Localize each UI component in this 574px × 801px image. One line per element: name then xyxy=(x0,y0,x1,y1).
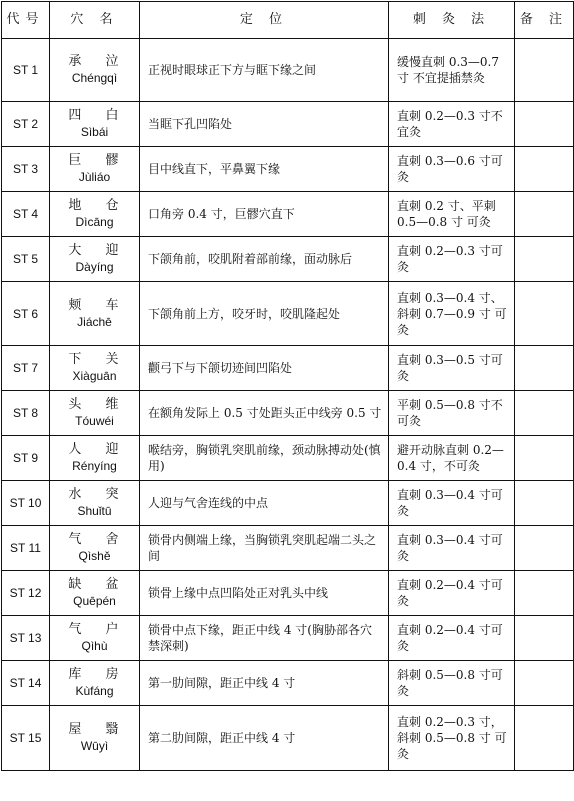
point-code: ST 14 xyxy=(2,661,50,706)
point-name: 缺 盆 xyxy=(68,577,129,592)
point-location: 锁骨中点下缘，距正中线 4 寸(胸胁部各穴禁深刺) xyxy=(140,616,389,661)
point-name: 头 维 xyxy=(68,397,129,412)
table-row xyxy=(2,706,574,771)
point-location: 喉结旁，胸锁乳突肌前缘，颈动脉搏动处(慎用) xyxy=(140,436,389,481)
point-location: 目中线直下，平鼻翼下缘 xyxy=(140,147,389,192)
point-location: 正视时眼球正下方与眶下缘之间 xyxy=(140,39,389,102)
point-method: 直刺 0.3—0.4 寸、斜刺 0.7—0.9 寸 可灸 xyxy=(389,282,515,346)
point-method: 直刺 0.3—0.4 寸可灸 xyxy=(389,481,515,526)
point-pinyin: Tóuwéi xyxy=(75,414,114,428)
point-pinyin: Xiàguān xyxy=(72,369,117,383)
table-header-row xyxy=(2,2,574,39)
point-name-cell xyxy=(50,282,140,346)
point-note xyxy=(515,391,574,436)
point-code: ST 15 xyxy=(2,706,50,771)
point-note xyxy=(515,282,574,346)
point-location: 在额角发际上 0.5 寸处距头正中线旁 0.5 寸 xyxy=(140,391,389,436)
point-name-cell xyxy=(50,526,140,571)
point-name: 四 白 xyxy=(68,108,129,123)
point-pinyin: Chéngqì xyxy=(71,71,118,85)
table-row xyxy=(2,391,574,436)
point-method: 直刺 0.2—0.4 寸可灸 xyxy=(389,616,515,661)
point-note xyxy=(515,571,574,616)
point-location: 第一肋间隙，距正中线 4 寸 xyxy=(140,661,389,706)
point-method: 直刺 0.2—0.4 寸可灸 xyxy=(389,571,515,616)
point-name: 气 舍 xyxy=(68,532,129,547)
table-row xyxy=(2,661,574,706)
point-name-cell xyxy=(50,192,140,237)
point-code: ST 13 xyxy=(2,616,50,661)
point-method: 斜刺 0.5—0.8 寸可灸 xyxy=(389,661,515,706)
point-name: 人 迎 xyxy=(68,442,129,457)
point-name: 承 泣 xyxy=(68,54,129,69)
point-pinyin: Shuǐtū xyxy=(77,504,112,518)
table-row xyxy=(2,616,574,661)
acupoint-table xyxy=(1,1,574,771)
point-name-cell xyxy=(50,571,140,616)
point-location: 口角旁 0.4 寸，巨髎穴直下 xyxy=(140,192,389,237)
point-name-cell xyxy=(50,616,140,661)
point-note xyxy=(515,346,574,391)
point-method: 直刺 0.3—0.6 寸可灸 xyxy=(389,147,515,192)
table-body xyxy=(2,39,574,771)
header-location: 定 位 xyxy=(140,2,389,39)
point-name: 库 房 xyxy=(68,667,129,682)
point-pinyin: Dìcāng xyxy=(75,215,114,229)
point-name: 气 户 xyxy=(68,622,129,637)
table-row xyxy=(2,282,574,346)
point-code: ST 5 xyxy=(2,237,50,282)
point-code: ST 11 xyxy=(2,526,50,571)
point-pinyin: Rényíng xyxy=(72,459,117,473)
point-location: 当眶下孔凹陷处 xyxy=(140,102,389,147)
point-pinyin: Sìbái xyxy=(80,125,109,139)
point-code: ST 1 xyxy=(2,39,50,102)
point-name-cell xyxy=(50,481,140,526)
point-location: 下颌角前上方，咬牙时，咬肌隆起处 xyxy=(140,282,389,346)
point-name: 屋 翳 xyxy=(68,722,129,737)
point-name-cell xyxy=(50,147,140,192)
table-row xyxy=(2,39,574,102)
point-name: 水 突 xyxy=(68,487,129,502)
point-name: 大 迎 xyxy=(68,243,129,258)
point-location: 下颌角前，咬肌附着部前缘，面动脉后 xyxy=(140,237,389,282)
point-code: ST 8 xyxy=(2,391,50,436)
point-location: 颧弓下与下颌切迹间凹陷处 xyxy=(140,346,389,391)
header-method: 刺 灸 法 xyxy=(389,2,515,39)
point-name-cell xyxy=(50,346,140,391)
point-name: 地 仓 xyxy=(68,198,129,213)
point-note xyxy=(515,102,574,147)
point-name-cell xyxy=(50,102,140,147)
point-code: ST 9 xyxy=(2,436,50,481)
point-note xyxy=(515,616,574,661)
point-name-cell xyxy=(50,661,140,706)
point-pinyin: Jùliáo xyxy=(78,170,111,184)
point-note xyxy=(515,192,574,237)
point-name-cell xyxy=(50,706,140,771)
point-pinyin: Jiáchē xyxy=(77,314,112,329)
point-pinyin: Wūyì xyxy=(80,739,109,753)
table-row xyxy=(2,237,574,282)
point-note xyxy=(515,436,574,481)
point-code: ST 12 xyxy=(2,571,50,616)
point-method: 直刺 0.2—0.3 寸不宜灸 xyxy=(389,102,515,147)
point-pinyin: Kùfáng xyxy=(75,684,114,698)
table-row xyxy=(2,102,574,147)
point-pinyin: Dàyíng xyxy=(75,260,114,274)
point-method: 直刺 0.3—0.4 寸可灸 xyxy=(389,526,515,571)
point-method: 直刺 0.3—0.5 寸可灸 xyxy=(389,346,515,391)
table-row xyxy=(2,436,574,481)
point-code: ST 10 xyxy=(2,481,50,526)
table-row xyxy=(2,571,574,616)
point-note xyxy=(515,661,574,706)
header-name: 穴 名 xyxy=(50,2,140,39)
point-name: 下 关 xyxy=(68,352,129,367)
point-name-cell xyxy=(50,436,140,481)
table-row xyxy=(2,526,574,571)
point-note xyxy=(515,147,574,192)
point-method: 直刺 0.2—0.3 寸，斜刺 0.5—0.8 寸 可灸 xyxy=(389,706,515,771)
point-pinyin: Quēpén xyxy=(73,594,116,608)
point-pinyin: Qìhù xyxy=(81,639,108,653)
point-location: 锁骨上缘中点凹陷处正对乳头中线 xyxy=(140,571,389,616)
header-code: 代号 xyxy=(2,2,50,39)
point-method: 直刺 0.2 寸、平刺 0.5—0.8 寸 可灸 xyxy=(389,192,515,237)
point-code: ST 2 xyxy=(2,102,50,147)
point-method: 直刺 0.2—0.3 寸可灸 xyxy=(389,237,515,282)
point-code: ST 3 xyxy=(2,147,50,192)
header-note: 备 注 xyxy=(515,2,574,39)
point-name-cell xyxy=(50,39,140,102)
point-note xyxy=(515,39,574,102)
table-row xyxy=(2,147,574,192)
point-note xyxy=(515,706,574,771)
point-location: 锁骨内侧端上缘，当胸锁乳突肌起端二头之间 xyxy=(140,526,389,571)
point-code: ST 6 xyxy=(2,282,50,346)
point-code: ST 4 xyxy=(2,192,50,237)
point-method: 避开动脉直刺 0.2—0.4 寸，不可灸 xyxy=(389,436,515,481)
point-name-cell xyxy=(50,391,140,436)
point-method: 缓慢直刺 0.3—0.7 寸 不宜提插禁灸 xyxy=(389,39,515,102)
point-name-cell xyxy=(50,237,140,282)
table-row xyxy=(2,481,574,526)
point-pinyin: Qìshě xyxy=(78,549,111,563)
point-method: 平刺 0.5—0.8 寸不可灸 xyxy=(389,391,515,436)
point-name: 巨 髎 xyxy=(68,153,129,168)
table-row xyxy=(2,346,574,391)
point-location: 第二肋间隙，距正中线 4 寸 xyxy=(140,706,389,771)
point-code: ST 7 xyxy=(2,346,50,391)
point-note xyxy=(515,481,574,526)
point-note xyxy=(515,237,574,282)
point-name: 颊 车 xyxy=(68,297,129,313)
point-note xyxy=(515,526,574,571)
table-row xyxy=(2,192,574,237)
point-location: 人迎与气舍连线的中点 xyxy=(140,481,389,526)
